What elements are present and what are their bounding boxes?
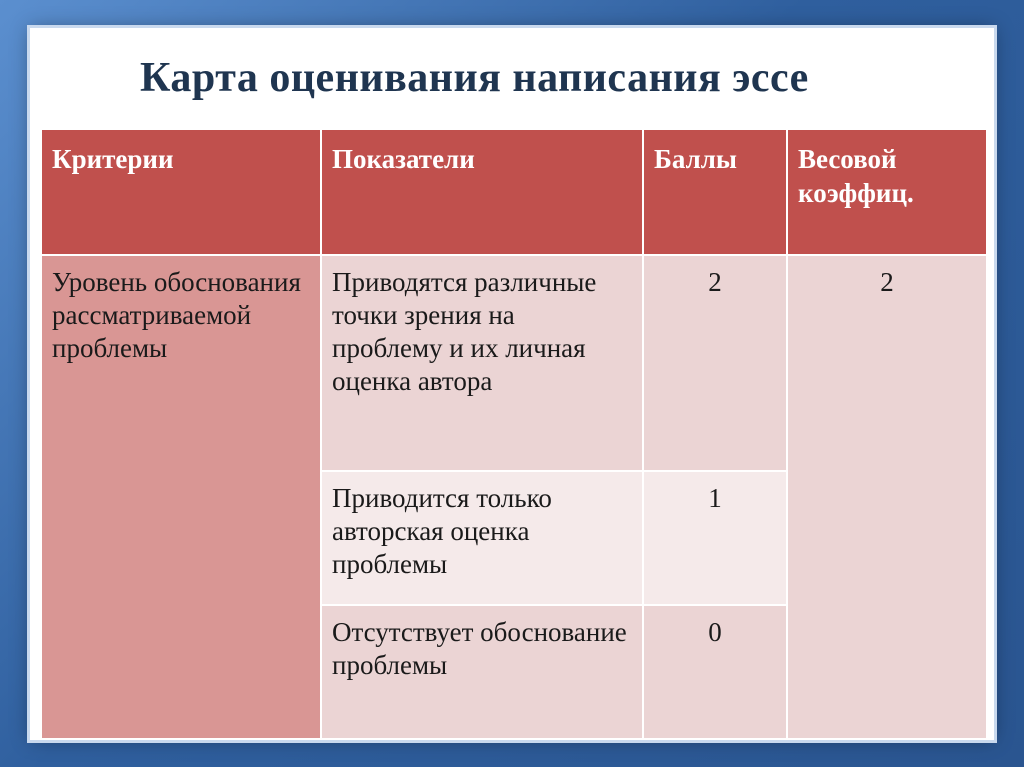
header-points: Баллы (643, 129, 787, 255)
indicator-cell: Отсутствует обоснование проблемы (321, 605, 643, 739)
slide-title: Карта оценивания написания эссе (140, 55, 809, 101)
indicator-cell: Приводится только авторская оценка проблемы (321, 471, 643, 605)
table-row (41, 255, 987, 471)
indicator-cell: Приводятся различные точки зрения на проблему и их личная оценка автора (321, 255, 643, 471)
criterion-cell: Уровень обоснования рассматриваемой проблемы (41, 255, 321, 739)
header-criteria: Критерии (41, 129, 321, 255)
points-cell: 2 (643, 255, 787, 471)
weight-cell: 2 (787, 255, 987, 739)
assessment-table (40, 128, 988, 740)
points-cell: 0 (643, 605, 787, 739)
header-indicators: Показатели (321, 129, 643, 255)
slide (30, 28, 994, 740)
points-cell: 1 (643, 471, 787, 605)
table-header-row (41, 129, 987, 255)
header-weight: Весовой коэффиц. (787, 129, 987, 255)
